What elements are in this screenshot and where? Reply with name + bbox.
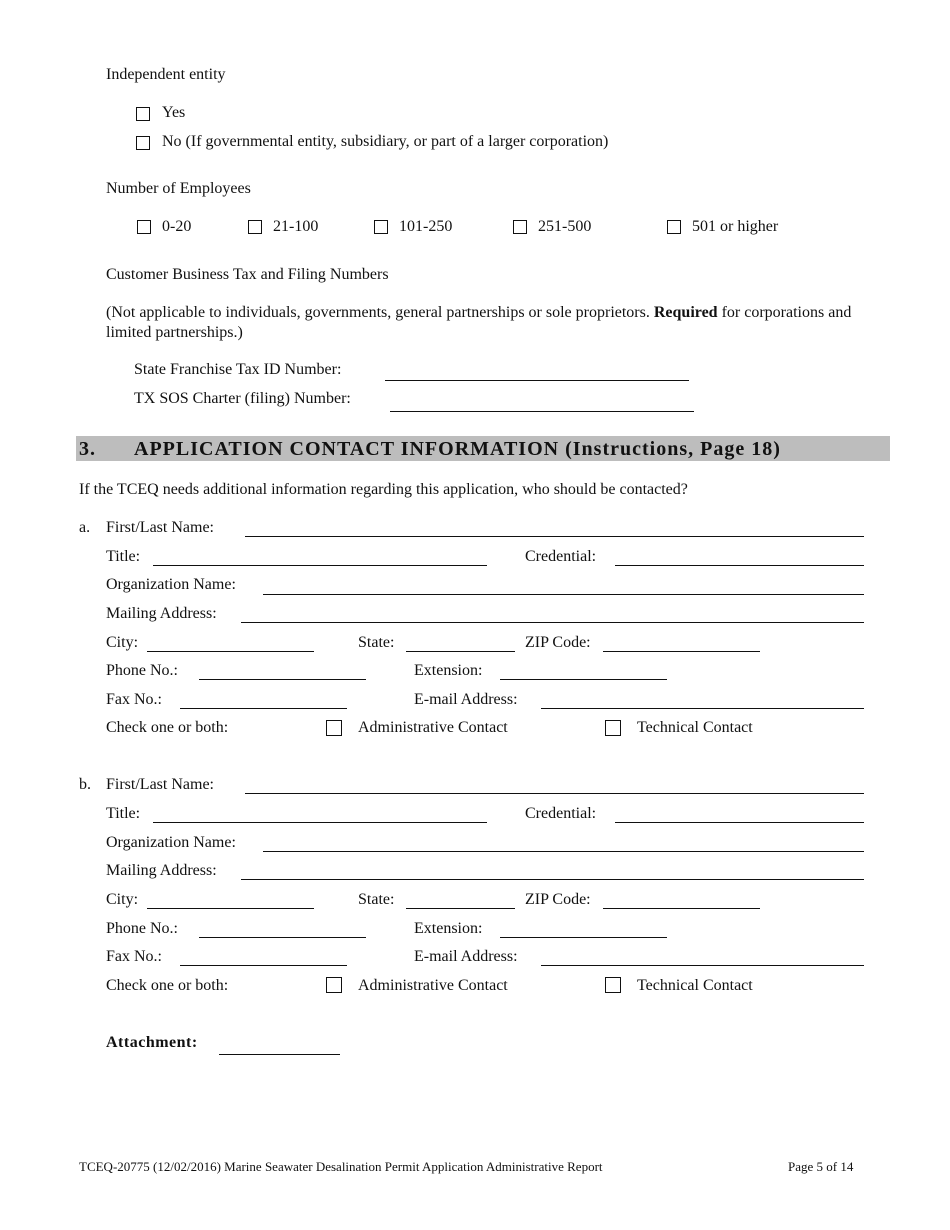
contact-a-admin-label: Administrative Contact (358, 719, 508, 736)
contact-a-phone-field[interactable] (199, 679, 366, 680)
independent-entity-label: Independent entity (106, 66, 226, 83)
employees-0-20-checkbox[interactable] (137, 220, 151, 234)
contact-a-technical-checkbox[interactable] (605, 720, 621, 736)
contact-a-name-field[interactable] (245, 536, 864, 537)
contact-b-city-field[interactable] (147, 908, 314, 909)
contact-a-letter: a. (79, 519, 91, 536)
contact-b-fax-field[interactable] (180, 965, 347, 966)
employees-101-250-checkbox[interactable] (374, 220, 388, 234)
contact-a-fax-label: Fax No.: (106, 691, 162, 708)
contact-a-phone-label: Phone No.: (106, 662, 178, 679)
contact-a-fax-field[interactable] (180, 708, 347, 709)
contact-b-extension-field[interactable] (500, 937, 667, 938)
employees-501-plus-checkbox[interactable] (667, 220, 681, 234)
contact-b-technical-checkbox[interactable] (605, 977, 621, 993)
contact-a-email-field[interactable] (541, 708, 864, 709)
section-intro: If the TCEQ needs additional information regarding this application, who should be contacted? (79, 481, 688, 498)
contact-a-state-field[interactable] (406, 651, 515, 652)
contact-a-check-label: Check one or both: (106, 719, 229, 736)
contact-b-city-label: City: (106, 891, 139, 908)
contact-b-zip-label: ZIP Code: (525, 891, 591, 908)
contact-a-city-field[interactable] (147, 651, 314, 652)
tax-note-required: Required (653, 304, 718, 321)
contact-a-zip-field[interactable] (603, 651, 760, 652)
tax-note (106, 303, 866, 343)
contact-b-email-label: E-mail Address: (414, 948, 518, 965)
contact-a-extension-field[interactable] (500, 679, 667, 680)
independent-yes-checkbox[interactable] (136, 107, 150, 121)
contact-b-organization-label: Organization Name: (106, 834, 236, 851)
contact-a-credential-label: Credential: (525, 548, 597, 565)
attachment-field[interactable] (219, 1054, 340, 1055)
independent-no-checkbox[interactable] (136, 136, 150, 150)
contact-a-state-label: State: (358, 634, 395, 651)
contact-b-email-field[interactable] (541, 965, 864, 966)
contact-b-name-field[interactable] (245, 793, 864, 794)
tax-heading: Customer Business Tax and Filing Numbers (106, 266, 389, 283)
contact-a-mailing-field[interactable] (241, 622, 864, 623)
employees-label: Number of Employees (106, 180, 251, 197)
employees-101-250-label: 101-250 (399, 218, 453, 235)
franchise-tax-label: State Franchise Tax ID Number: (134, 361, 342, 378)
tax-note-text-end: for corporations and limited partnerships.) (106, 304, 852, 341)
section-number: 3. (79, 438, 96, 460)
employees-21-100-checkbox[interactable] (248, 220, 262, 234)
contact-a-title-field[interactable] (153, 565, 487, 566)
contact-b-letter: b. (79, 776, 91, 793)
contact-b-mailing-field[interactable] (241, 879, 864, 880)
franchise-tax-field[interactable] (385, 380, 689, 381)
contact-a-email-label: E-mail Address: (414, 691, 518, 708)
contact-a-city-label: City: (106, 634, 139, 651)
contact-a-mailing-label: Mailing Address: (106, 605, 217, 622)
contact-a-credential-field[interactable] (615, 565, 864, 566)
footer-page-number: Page 5 of 14 (788, 1159, 854, 1174)
contact-a-organization-field[interactable] (263, 594, 864, 595)
employees-0-20-label: 0-20 (162, 218, 192, 235)
independent-no-label: No (If governmental entity, subsidiary, or part of a larger corporation) (162, 133, 609, 150)
employees-501-plus-label: 501 or higher (692, 218, 779, 235)
contact-b-fax-label: Fax No.: (106, 948, 162, 965)
contact-b-phone-field[interactable] (199, 937, 366, 938)
employees-21-100-label: 21-100 (273, 218, 319, 235)
contact-b-name-label: First/Last Name: (106, 776, 214, 793)
section-title: APPLICATION CONTACT INFORMATION (Instructions, Page 18) (134, 438, 781, 460)
tax-note-text: (Not applicable to individuals, governments, general partnerships or sole proprietors. (106, 304, 654, 321)
contact-b-extension-label: Extension: (414, 920, 483, 937)
independent-yes-label: Yes (162, 104, 186, 121)
sos-charter-label: TX SOS Charter (filing) Number: (134, 390, 351, 407)
contact-b-admin-label: Administrative Contact (358, 977, 508, 994)
contact-a-zip-label: ZIP Code: (525, 634, 591, 651)
contact-b-credential-label: Credential: (525, 805, 597, 822)
employees-251-500-label: 251-500 (538, 218, 592, 235)
contact-b-technical-label: Technical Contact (637, 977, 753, 994)
contact-a-extension-label: Extension: (414, 662, 483, 679)
contact-b-state-field[interactable] (406, 908, 515, 909)
contact-b-phone-label: Phone No.: (106, 920, 178, 937)
contact-a-technical-label: Technical Contact (637, 719, 753, 736)
contact-b-credential-field[interactable] (615, 822, 864, 823)
contact-b-title-label: Title: (106, 805, 141, 822)
contact-a-organization-label: Organization Name: (106, 576, 236, 593)
contact-b-organization-field[interactable] (263, 851, 864, 852)
contact-a-title-label: Title: (106, 548, 141, 565)
contact-b-title-field[interactable] (153, 822, 487, 823)
contact-a-name-label: First/Last Name: (106, 519, 214, 536)
contact-b-admin-checkbox[interactable] (326, 977, 342, 993)
contact-b-zip-field[interactable] (603, 908, 760, 909)
attachment-label: Attachment: (106, 1034, 198, 1051)
employees-251-500-checkbox[interactable] (513, 220, 527, 234)
contact-b-mailing-label: Mailing Address: (106, 862, 217, 879)
contact-b-check-label: Check one or both: (106, 977, 229, 994)
contact-a-admin-checkbox[interactable] (326, 720, 342, 736)
sos-charter-field[interactable] (390, 411, 694, 412)
footer-form-id: TCEQ-20775 (12/02/2016) Marine Seawater Desalination Permit Application Administrative Report (79, 1159, 603, 1174)
contact-b-state-label: State: (358, 891, 395, 908)
